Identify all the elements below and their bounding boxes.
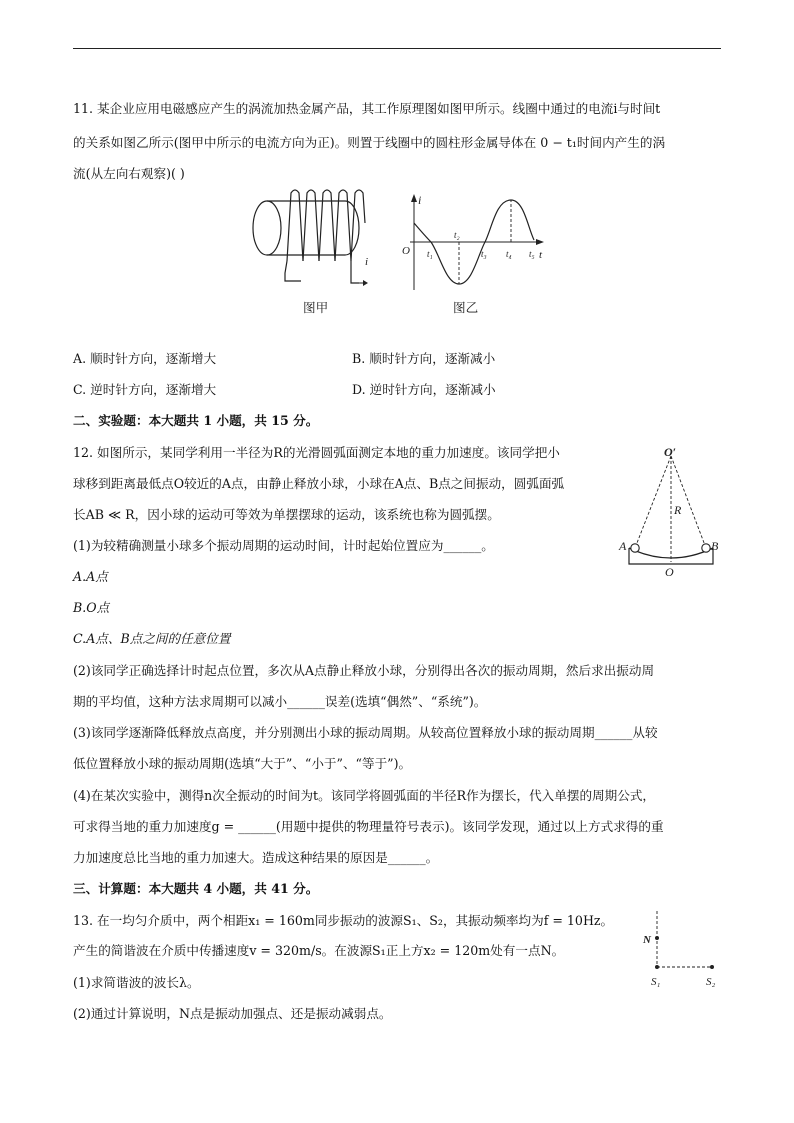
q13-line-1: 13. 在一均匀介质中，两个相距x₁ = 160m同步振动的波源S₁、S₂，其振动频率均为f = 10Hz。 — [73, 913, 614, 928]
q12-fig-label-r: R — [674, 503, 682, 517]
q11-fig-jia-label-i: i — [365, 256, 369, 268]
q12-choice-c: C.A点、B点之间的任意位置 — [73, 631, 231, 646]
q12-part-4-line-2: 可求得当地的重力加速度g = ______(用题中提供的物理量符号表示)。该同学发现，通过以上方式求得的重 — [73, 819, 664, 834]
q12-choice-b: B.O点 — [73, 600, 110, 615]
header-rule — [73, 48, 721, 49]
q13-fig-label-n: N — [643, 934, 651, 946]
q11-fig-yi-label-t5: t₅ — [529, 249, 535, 259]
section-3-heading: 三、计算题：本大题共 4 小题，共 41 分。 — [73, 881, 319, 896]
q11-fig-yi-label-t4: t₄ — [506, 249, 512, 259]
q12-fig-label-o-prime: O′ — [664, 445, 677, 459]
q12-part-3-line-2: 低位置释放小球的振动周期(选填“大于”、“小于”、“等于”)。 — [73, 756, 412, 771]
q12-choice-a: A.A点 — [73, 569, 108, 584]
q11-line-1: 11. 某企业应用电磁感应产生的涡流加热金属产品，其工作原理图如图甲所示。线圈中通过的电流i与时间t — [73, 101, 661, 116]
q11-fig-yi-caption: 图乙 — [453, 301, 479, 315]
q13-figure-sources — [636, 905, 726, 995]
q11-fig-yi-label-t: t — [539, 249, 543, 261]
q12-fig-label-o: O — [665, 565, 674, 579]
section-2-heading: 二、实验题：本大题共 1 小题，共 15 分。 — [73, 413, 319, 428]
q11-fig-yi-label-o: O — [402, 245, 410, 257]
q11-figure-yi — [400, 190, 550, 318]
q12-line-1: 12. 如图所示，某同学利用一半径为R的光滑圆弧面测定本地的重力加速度。该同学把小 — [73, 445, 560, 460]
q11-option-c: C. 逆时针方向，逐渐增大 — [73, 382, 217, 397]
q13-line-2: 产生的简谐波在介质中传播速度v = 320m/s。在波源S₁正上方x₂ = 120m处有一点N。 — [73, 943, 565, 958]
q12-part-3-line-1: (3)该同学逐渐降低释放点高度，并分别测出小球的振动周期。从较高位置释放小球的振动周期______从较 — [73, 725, 658, 740]
q13-fig-label-s1: S₁ — [651, 976, 661, 988]
q12-figure-arc-pendulum — [615, 440, 725, 580]
q11-line-2: 的关系如图乙所示(图甲中所示的电流方向为正)。则置于线圈中的圆柱形金属导体在 0 − t₁时间内产生的涡 — [73, 135, 666, 150]
q11-figure-jia — [245, 183, 385, 318]
q11-fig-jia-caption: 图甲 — [303, 301, 329, 315]
q11-fig-yi-label-i: i — [418, 193, 422, 207]
q13-part-1: (1)求简谐波的波长λ。 — [73, 975, 200, 990]
q12-fig-label-a: A — [619, 539, 627, 553]
q12-part-2-line-2: 期的平均值，这种方法求周期可以减小______误差(选填“偶然”、“系统”)。 — [73, 694, 487, 709]
q13-fig-label-s2: S₂ — [706, 976, 716, 988]
q12-part-1: (1)为较精确测量小球多个振动周期的运动时间，计时起始位置应为______。 — [73, 538, 494, 553]
q12-line-2: 球移到距离最低点O较近的A点，由静止释放小球，小球在A点、B点之间振动，圆弧面弧 — [73, 476, 565, 491]
q13-part-2: (2)通过计算说明，N点是振动加强点、还是振动减弱点。 — [73, 1006, 392, 1021]
q11-option-a: A. 顺时针方向，逐渐增大 — [73, 351, 217, 366]
q11-option-d: D. 逆时针方向，逐渐减小 — [352, 382, 496, 397]
q11-line-3: 流(从左向右观察)( ) — [73, 166, 185, 181]
q12-fig-label-b: B — [711, 539, 719, 553]
q12-part-4-line-1: (4)在某次实验中，测得n次全振动的时间为t。该同学将圆弧面的半径R作为摆长，代入单摆的周期公式， — [73, 788, 656, 803]
q11-option-b: B. 顺时针方向，逐渐减小 — [352, 351, 496, 366]
q12-line-3: 长AB ≪ R，因小球的运动可等效为单摆摆球的运动，该系统也称为圆弧摆。 — [73, 507, 500, 522]
q11-fig-yi-label-t3: t₃ — [481, 249, 487, 259]
q12-part-4-line-3: 力加速度总比当地的重力加速大。造成这种结果的原因是______。 — [73, 850, 439, 865]
q12-part-2-line-1: (2)该同学正确选择计时起点位置，多次从A点静止释放小球，分别得出各次的振动周期，然后求出振动周 — [73, 663, 655, 678]
q11-fig-yi-label-t1: t₁ — [427, 249, 433, 259]
q11-fig-yi-label-t2: t₂ — [454, 230, 460, 240]
